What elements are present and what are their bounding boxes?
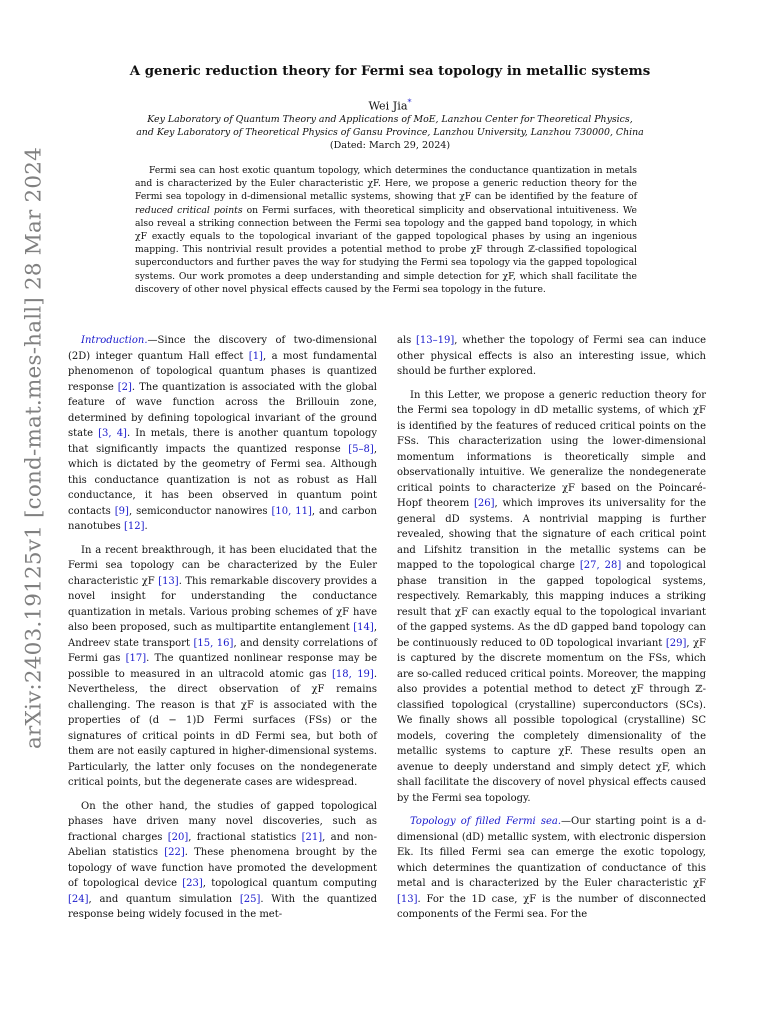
citation-link[interactable]: [27, 28] — [579, 560, 622, 571]
left-column — [68, 333, 377, 931]
citation-link[interactable]: [25] — [239, 893, 261, 905]
citation-link[interactable]: [17] — [125, 653, 147, 664]
abstract — [135, 164, 637, 296]
section-heading: Introduction. — [81, 335, 148, 346]
paragraph: On the other hand, the studies of gapped topological phases have driven many novel discoveries, such as fractional charges [20], fractional statistics [21], and non-Abelian statistics [22]. These phenomena brought by the topology of wave function have promoted the development of topological device [23], topological quantum computing [24], and quantum simulation [25]. With the quantized response being widely focused in the met- — [68, 800, 378, 920]
citation-link[interactable]: [15, 16] — [193, 637, 234, 649]
citation-link[interactable]: [13] — [158, 575, 179, 587]
paragraph: als [13–19], whether the topology of Fermi sea can induce other physical effects is also an interesting issue, which should be further explored. — [397, 335, 706, 377]
affiliation — [90, 113, 690, 139]
author-footnote-link[interactable]: * — [407, 98, 412, 107]
arxiv-sidebar — [0, 0, 70, 1024]
paper-title: A generic reduction theory for Fermi sea topology in metallic systems — [129, 64, 651, 79]
author-line — [90, 98, 690, 113]
citation-link[interactable]: [1] — [248, 350, 263, 362]
citation-link[interactable]: [2] — [117, 381, 132, 393]
citation-link[interactable]: [26] — [473, 498, 495, 509]
citation-link[interactable]: [23] — [182, 878, 203, 889]
affiliation-line: Key Laboratory of Quantum Theory and Applications of MoE, Lanzhou Center for Theoretical Physics, — [147, 114, 633, 125]
citation-link[interactable]: [10, 11] — [271, 505, 312, 517]
citation-link[interactable]: [3, 4] — [98, 428, 127, 439]
citation-link[interactable]: [21] — [301, 831, 323, 843]
right-column — [397, 333, 706, 931]
citation-link[interactable]: [20] — [167, 831, 189, 843]
paragraph: In this Letter, we propose a generic reduction theory for the Fermi sea topology in dD metallic systems, of which χF is identified by the features of reduced critical points on the FSs. This characterization using the lower-dimensional momentum informations is theoretically simple and observationally intuitive. We generalize the nondegenerate critical points to characterize χF based on the Poincaré-Hopf theorem [26], which improves its universality for the general dD systems. A nontrivial mapping is further revealed, showing that the signature of each critical point and Lifshitz transition in the metallic systems can be mapped to the topological charge [27, 28] and topological phase transition in the gapped topological systems, respectively. Remarkably, this mapping induces a striking result that χF can exactly equal to the topological invariant of the gapped systems. As the dD gapped band topology can be continuously reduced to 0D topological invariant [29], χF is captured by the discrete momentum on the FSs, which are so-called reduced critical points. Moreover, the mapping also provides a potential method to detect χF through ℤ-classified topological (crystalline) superconductors (SCs). We finally shows all possible topological (crystalline) SC models, covering the completely dimensionality of the metallic systems to capture χF. These results open an avenue to deeply understand and simply detect χF, which shall facilitate the discovery of novel physical effects caused by the Fermi sea topology. — [397, 389, 707, 804]
citation-link[interactable]: [12] — [123, 521, 145, 532]
citation-link[interactable]: [24] — [68, 893, 89, 905]
citation-link[interactable]: [9] — [114, 505, 129, 517]
citation-link[interactable]: [18, 19] — [332, 668, 374, 680]
arxiv-identifier: arXiv:2403.19125v1 [cond-mat.mes-hall] 28 Mar 2024 — [21, 146, 47, 750]
citation-link[interactable]: [5–8] — [348, 443, 374, 455]
paper-date: (Dated: March 29, 2024) — [329, 140, 451, 151]
author-name: Wei Jia — [368, 99, 408, 113]
paragraph: Introduction.—Since the discovery of two-dimensional (2D) integer quantum Hall effect [1], a most fundamental phenomenon of topological quantum phases is quantized response [2]. The quantization is associated with the global feature of wave function across the Brillouin zone, determined by defining topological invariant of the ground state [3, 4]. In metals, there is another quantum topology that significantly impacts the quantized response [5–8], which is dictated by the geometry of Fermi sea. Although this conductance quantization is not as robust as Hall conductance, it has been observed in quantum point contacts [9], semiconductor nanowires [10, 11], and carbon nanotubes [12]. — [68, 335, 377, 532]
affiliation-line: and Key Laboratory of Theoretical Physics of Gansu Province, Lanzhou University, Lanzhou 730000, China — [136, 127, 644, 139]
citation-link[interactable]: [13] — [397, 893, 418, 905]
paragraph: In a recent breakthrough, it has been elucidated that the Fermi sea topology can be characterized by the Euler characteristic χF [13]. This remarkable discovery provides a novel insight for understanding the conductance quantization in metals. Various probing schemes of χF have also been proposed, such as multipartite entanglement [14], Andreev state transport [15, 16], and density correlations of Fermi gas [17]. The quantized nonlinear response may be possible to measured in an ultracold atomic gas [18, 19]. Nevertheless, the direct observation of χF remains challenging. The reason is that χF is associated with the properties of (d − 1)D Fermi surfaces (FSs) or the signatures of critical points in dD Fermi sea, but both of them are not easily captured in higher-dimensional systems. Particularly, the latter only focuses on the nondegenerate critical points, but the degenerate cases are widespread. — [68, 544, 378, 788]
paragraph: Topology of filled Fermi sea.—Our starting point is a d-dimensional (dD) metallic system, with electronic dispersion Ek. Its filled Fermi sea can emerge the exotic topology, which determines the quantization of conductance of this metal and is characterized by the Euler characteristic χF [13]. For the 1D case, χF is the number of disconnected components of the Fermi sea. For the — [397, 816, 706, 920]
abstract-paragraph: Fermi sea can host exotic quantum topology, which determines the conductance quantization in metals and is characterized by the Euler characteristic χF. Here, we propose a generic reduction theory for the Fermi sea topology in d-dimensional metallic systems, showing that χF can be identified by the feature of reduced critical points on Fermi surfaces, with theoretical simplicity and observational intuitiveness. We also reveal a striking connection between the Fermi sea topology and the gapped band topology, in which χF exactly equals to the topological invariant of the gapped topological phases by using an ingenious mapping. This nontrivial result provides a potential method to probe χF through ℤ-classified topological superconductors and further paves the way for studying the Fermi sea topology via the gapped topological systems. Our work promotes a deep understanding and simple detection for χF, which shall facilitate the discovery of other novel physical effects caused by the Fermi sea topology in the future. — [135, 165, 637, 295]
citation-link[interactable]: [14] — [353, 622, 374, 633]
citation-link[interactable]: [29] — [665, 637, 687, 649]
citation-link[interactable]: [22] — [164, 847, 185, 858]
citation-link[interactable]: [13–19] — [416, 335, 455, 346]
section-heading: Topology of filled Fermi sea. — [410, 816, 562, 827]
